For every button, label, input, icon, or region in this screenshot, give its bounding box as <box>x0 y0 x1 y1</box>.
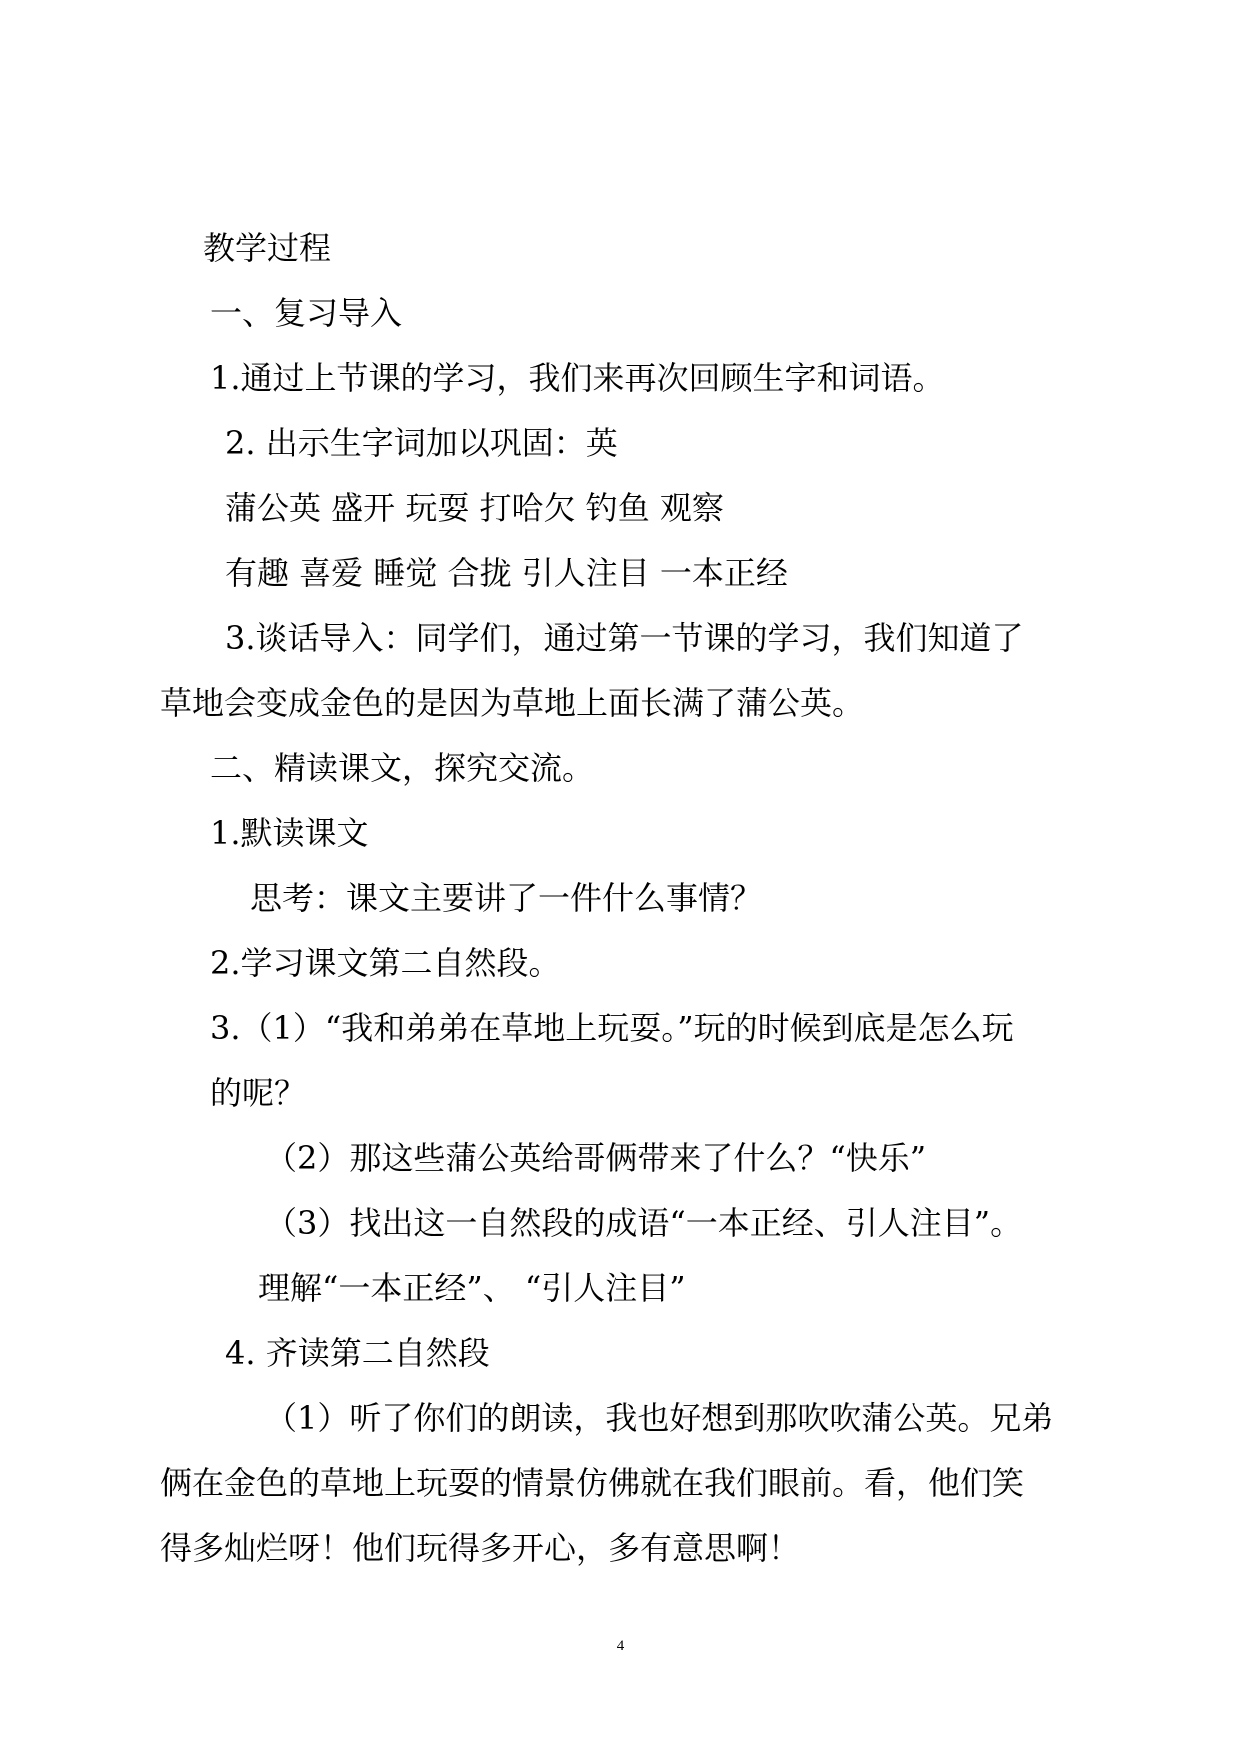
paragraph-understand-idioms: 理解“一本正经”、 “引人注目” <box>258 1269 686 1307</box>
paragraph-item-3-continued: 草地会变成金色的是因为草地上面长满了蒲公英。 <box>160 684 865 722</box>
section-heading-teaching-process: 教学过程 <box>203 229 332 267</box>
heading-review-intro: 一、复习导入 <box>210 294 403 332</box>
paragraph-sub-4-1-final: 得多灿烂呀！他们玩得多开心，多有意思啊！ <box>160 1529 801 1567</box>
paragraph-item-3-sub-1: 3.（1）“我和弟弟在草地上玩耍。”玩的时候到底是怎么玩 <box>210 1009 1014 1047</box>
paragraph-sub-4-1-continued: 俩在金色的草地上玩耍的情景仿佛就在我们眼前。看，他们笑 <box>160 1464 1025 1502</box>
vocab-line-1: 蒲公英 盛开 玩耍 打哈欠 钓鱼 观察 <box>225 489 724 527</box>
paragraph-sub-2: （2）那这些蒲公英给哥俩带来了什么？“快乐” <box>265 1139 927 1177</box>
paragraph-sub-4-1: （1）听了你们的朗读，我也好想到那吹吹蒲公英。兄弟 <box>265 1399 1054 1437</box>
vocab-line-2: 有趣 喜爱 睡觉 合拢 引人注目 一本正经 <box>225 554 788 592</box>
paragraph-item-3: 3.谈话导入：同学们，通过第一节课的学习，我们知道了 <box>225 619 1024 657</box>
page-number: 4 <box>616 1638 625 1654</box>
paragraph-sub-3: （3）找出这一自然段的成语“一本正经、引人注目”。 <box>265 1204 1023 1242</box>
paragraph-item-4: 4. 齐读第二自然段 <box>225 1334 490 1372</box>
paragraph-item-study-second: 2.学习课文第二自然段。 <box>210 944 561 982</box>
paragraph-item-1: 1.通过上节课的学习，我们来再次回顾生字和词语。 <box>210 359 945 397</box>
paragraph-think-question: 思考：课文主要讲了一件什么事情？ <box>250 879 763 917</box>
paragraph-item-2: 2. 出示生字词加以巩固：英 <box>225 424 618 462</box>
heading-close-reading: 二、精读课文，探究交流。 <box>210 749 595 787</box>
paragraph-item-3-sub-1-continued: 的呢？ <box>210 1074 307 1112</box>
paragraph-item-silent-reading: 1.默读课文 <box>210 814 369 852</box>
